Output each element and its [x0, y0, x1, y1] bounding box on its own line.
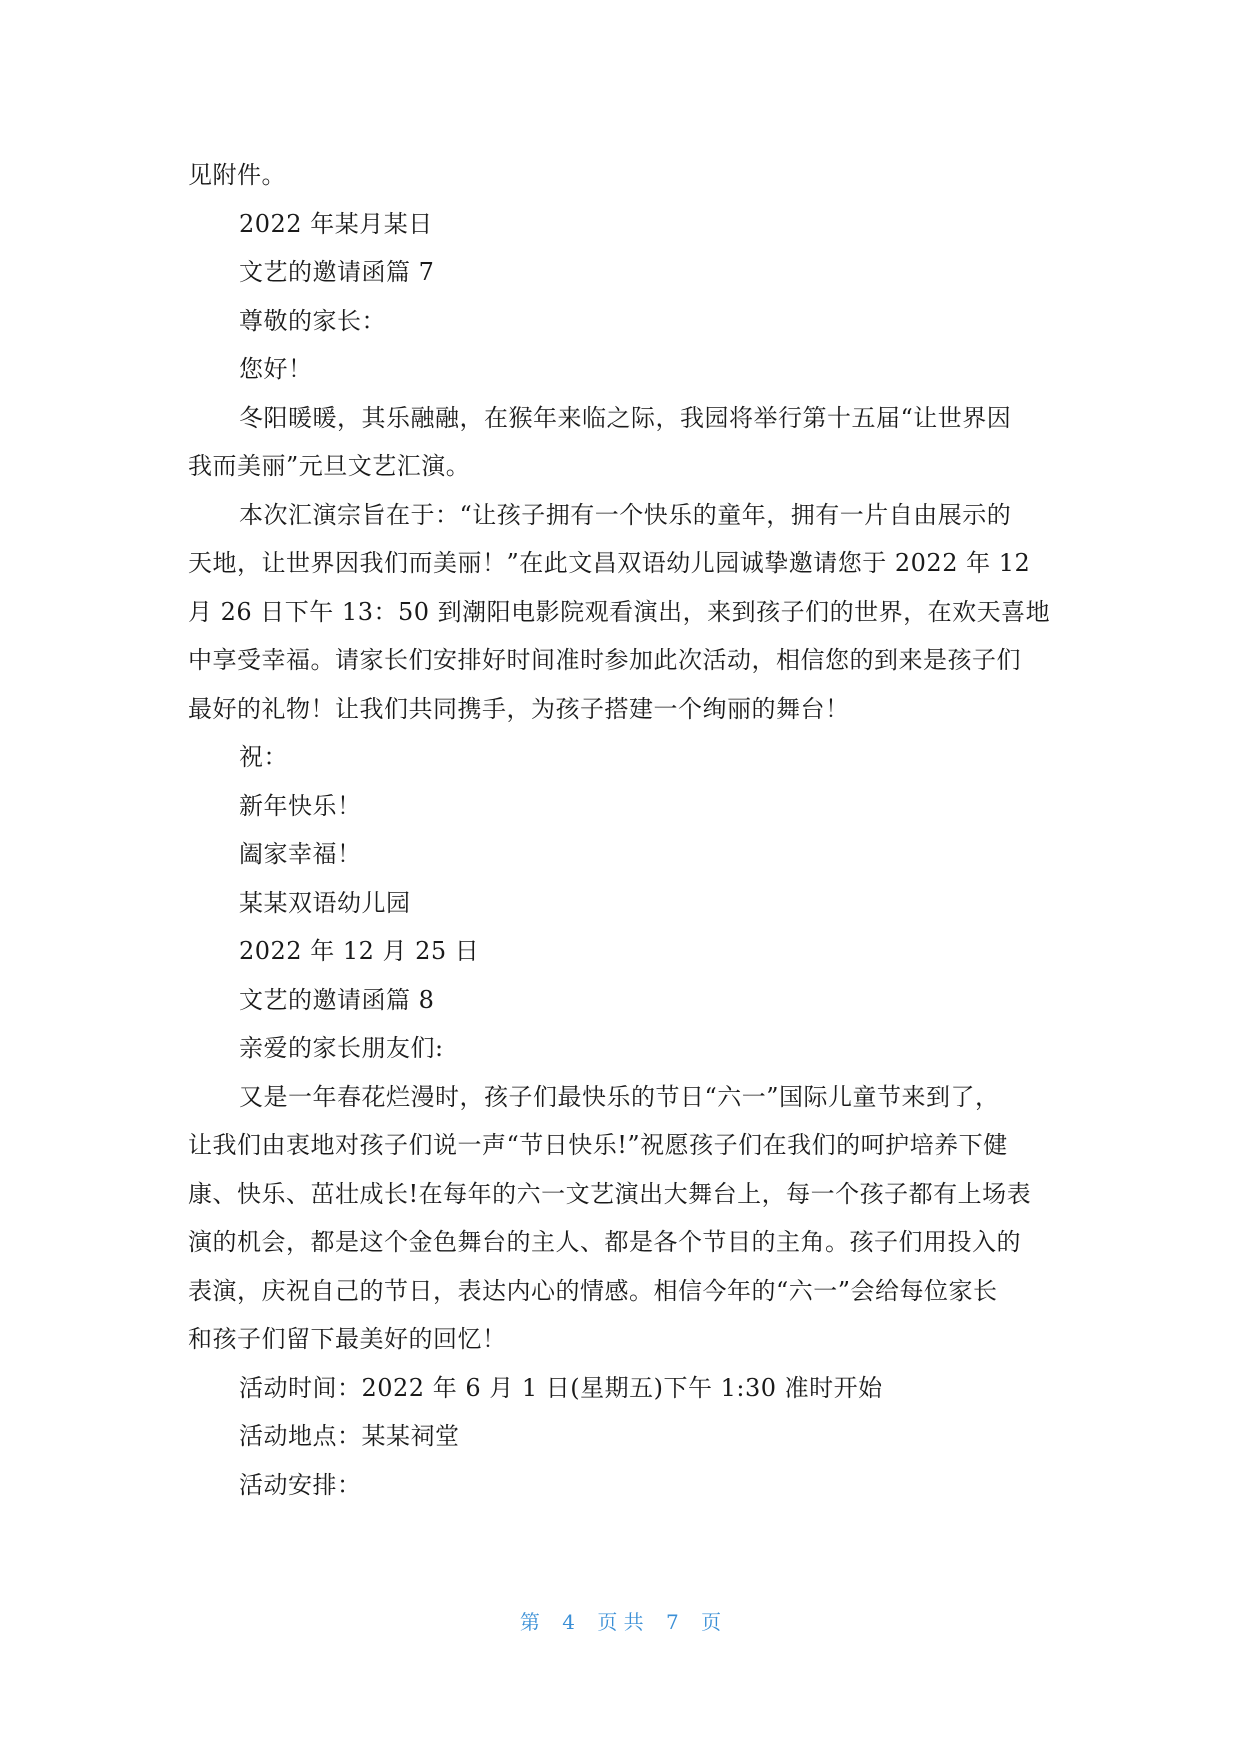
text-line: 天地，让世界因我们而美丽！”在此文昌双语幼儿园诚挚邀请您于 2022 年 12: [188, 549, 1031, 577]
document-body: [188, 151, 1053, 1509]
text-line: 2022 年某月某日: [239, 209, 433, 238]
text-line: 活动安排：: [239, 1470, 362, 1499]
footer-middle: 页 共: [597, 1610, 644, 1634]
text-line: 又是一年春花烂漫时，孩子们最快乐的节日“六一”国际儿童节来到了，: [239, 1082, 1000, 1111]
section-heading: 文艺的邀请函篇 7: [239, 258, 435, 286]
text-line: 演的机会，都是这个金色舞台的主人、都是各个节目的主角。孩子们用投入的: [188, 1228, 1021, 1256]
text-line: 冬阳暖暖，其乐融融，在猴年来临之际，我园将举行第十五届“让世界因: [239, 403, 1012, 432]
text-line: 某某双语幼儿园: [239, 888, 411, 917]
text-line: 康、快乐、茁壮成长!在每年的六一文艺演出大舞台上，每一个孩子都有上场表: [188, 1179, 1032, 1208]
footer-prefix: 第: [519, 1610, 540, 1634]
text-line: 和孩子们留下最美好的回忆！: [188, 1325, 507, 1353]
text-line: 让我们由衷地对孩子们说一声“节日快乐!”祝愿孩子们在我们的呵护培养下健: [188, 1131, 1008, 1159]
text-line: 最好的礼物！让我们共同携手，为孩子搭建一个绚丽的舞台！: [188, 694, 850, 723]
text-line: 祝：: [239, 743, 288, 771]
text-line: 我而美丽”元旦文艺汇演。: [188, 452, 471, 480]
text-line: 月 26 日下午 13：50 到潮阳电影院观看演出，来到孩子们的世界，在欢天喜地: [188, 597, 1051, 626]
text-line: 中享受幸福。请家长们安排好时间准时参加此次活动，相信您的到来是孩子们: [188, 646, 1021, 674]
text-line: 活动地点：某某祠堂: [239, 1422, 460, 1450]
text-line: 见附件。: [188, 161, 286, 189]
text-line: 阖家幸福！: [239, 840, 362, 868]
text-line: 本次汇演宗旨在于：“让孩子拥有一个快乐的童年，拥有一片自由展示的: [239, 500, 1012, 529]
text-line: 表演，庆祝自己的节日，表达内心的情感。相信今年的“六一”会给每位家长: [188, 1276, 998, 1305]
text-line: 新年快乐！: [239, 791, 362, 820]
text-line: 尊敬的家长：: [239, 306, 386, 335]
text-line: 您好！: [239, 355, 313, 383]
footer-suffix: 页: [701, 1610, 722, 1634]
text-line: 亲爱的家长朋友们:: [239, 1034, 444, 1062]
total-pages-number: 7: [666, 1610, 679, 1634]
section-heading: 文艺的邀请函篇 8: [239, 985, 435, 1014]
text-line: 活动时间：2022 年 6 月 1 日(星期五)下午 1:30 准时开始: [239, 1373, 883, 1402]
page-footer: [0, 1606, 1241, 1635]
text-line: 2022 年 12 月 25 日: [239, 937, 480, 965]
current-page-number: 4: [562, 1610, 575, 1634]
